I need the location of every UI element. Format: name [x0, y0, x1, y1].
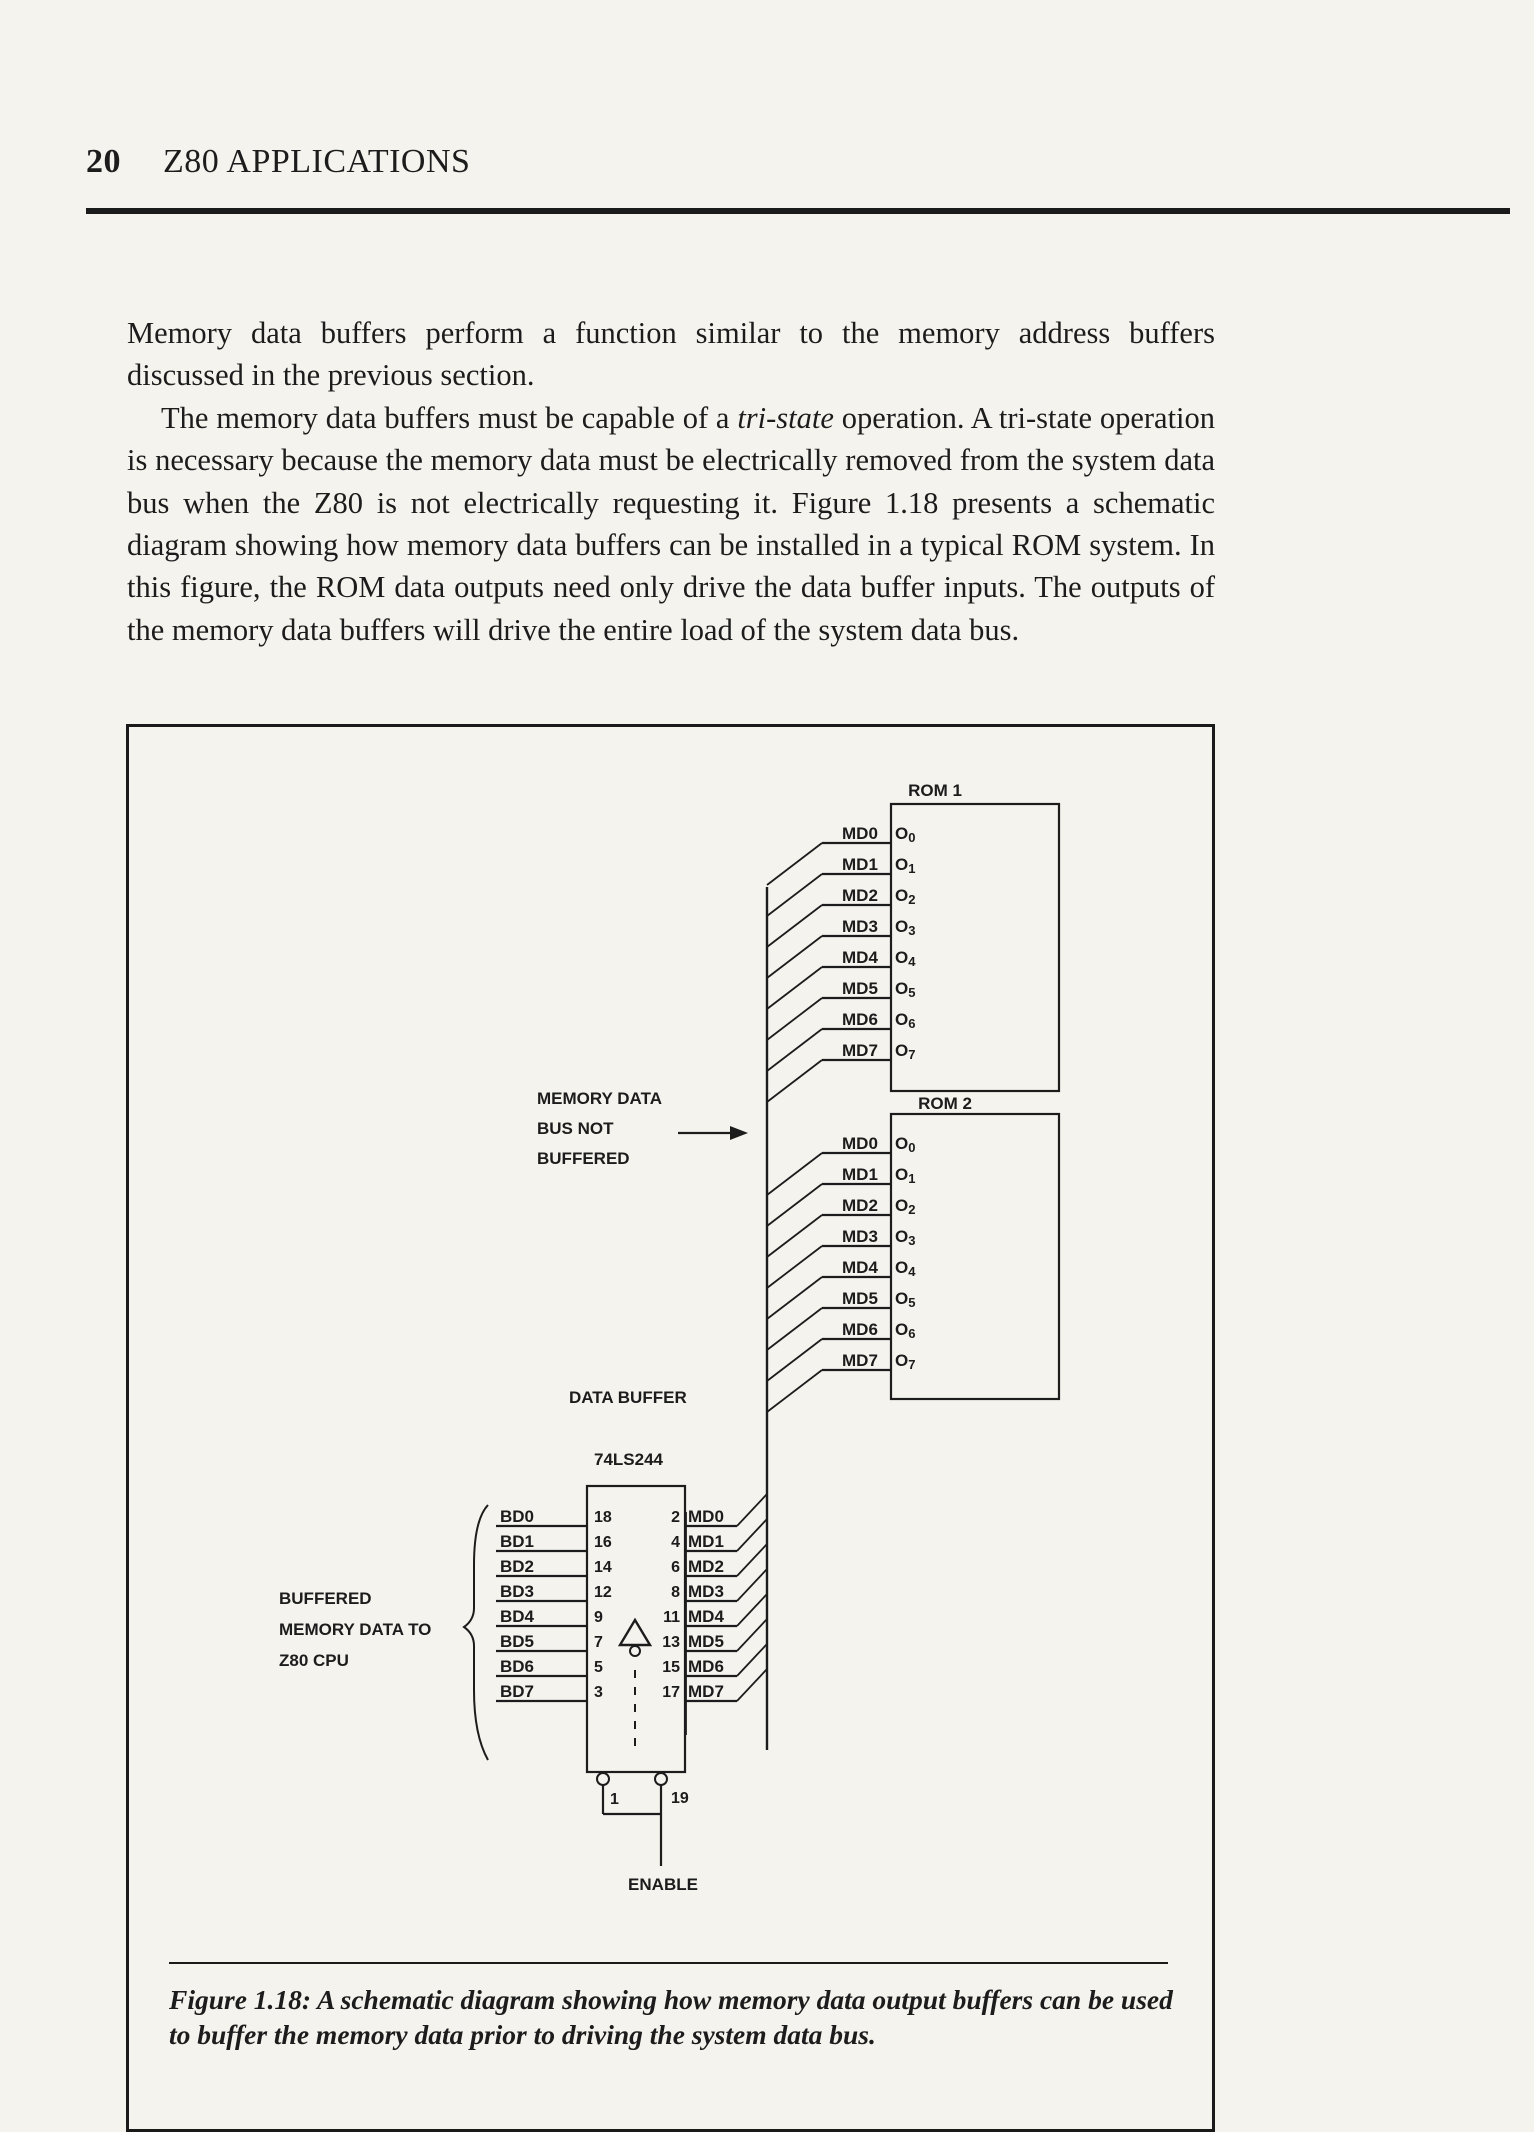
output-pin-2: 6: [671, 1559, 680, 1576]
buffer-bus-tap-5: [737, 1619, 767, 1651]
buffer-md-label-1: MD1: [688, 1532, 724, 1551]
input-pin-2: 14: [594, 1559, 612, 1576]
buffer-enable-bubble: [630, 1646, 640, 1656]
enable-pin1-bubble: [597, 1773, 609, 1785]
buffer-md-label-0: MD0: [688, 1507, 724, 1526]
rom1-bus-tap-5: [767, 998, 822, 1040]
rom2-bus-tap-2: [767, 1215, 822, 1257]
rom2-output-label-1: O1: [895, 1165, 916, 1186]
buffered-note-line-0: BUFFERED: [279, 1589, 372, 1608]
bus-note-line-1: BUS NOT: [537, 1119, 614, 1138]
enable-pin-1: 1: [610, 1791, 619, 1808]
paragraph-2-part-b: operation. A tri-state operation is necessary because the memory data must be electrically removed from the system data bus when the Z80 is not electrically requesting it. Figure 1.18 presents a schematic diagram showing how memory data buffers can be installed in a typical ROM system. In this figure, the ROM data outputs need only drive the data buffer inputs. The outputs of the memory data buffers will drive the entire load of the system data bus.: [127, 400, 1216, 647]
rom2-md-label-1: MD1: [842, 1165, 878, 1184]
paragraph-1: Memory data buffers perform a function similar to the memory address buffers discussed in the previous section.: [127, 316, 1215, 393]
buffer-bus-tap-4: [737, 1594, 767, 1626]
rom1-md-label-3: MD3: [842, 917, 878, 936]
bus-note-arrowhead: [730, 1126, 748, 1140]
page-number: 20: [86, 143, 121, 180]
bus-note-line-2: BUFFERED: [537, 1149, 630, 1168]
input-pin-1: 16: [594, 1534, 612, 1551]
rom1-bus-tap-0: [767, 843, 822, 885]
data-buffer-label: DATA BUFFER: [569, 1388, 687, 1407]
bd-label-1: BD1: [500, 1532, 535, 1551]
paragraph-2-emphasis: tri-state: [737, 400, 834, 435]
buffer-md-label-7: MD7: [688, 1682, 724, 1701]
rom1-md-label-6: MD6: [842, 1010, 878, 1029]
rom1-md-label-2: MD2: [842, 886, 878, 905]
rom2-bus-tap-6: [767, 1339, 822, 1381]
caption-rule: [169, 1962, 1168, 1964]
rom2-bus-tap-3: [767, 1246, 822, 1288]
rom2-chip: [891, 1114, 1059, 1399]
rom2-label: ROM 2: [918, 1094, 972, 1113]
chip-part-number: 74LS244: [594, 1450, 663, 1469]
rom2-output-label-2: O2: [895, 1196, 916, 1217]
bd-label-5: BD5: [500, 1632, 535, 1651]
output-pin-3: 8: [671, 1584, 680, 1601]
buffer-md-label-2: MD2: [688, 1557, 724, 1576]
rom2-output-label-6: O6: [895, 1320, 916, 1341]
caption-text: A schematic diagram showing how memory data output buffers can be used to buffer the memory data prior to driving the system data bus.: [169, 1984, 1173, 2050]
rom2-md-label-7: MD7: [842, 1351, 878, 1370]
rom1-md-label-5: MD5: [842, 979, 878, 998]
rom1-output-label-1: O1: [895, 855, 916, 876]
rom2-output-label-5: O5: [895, 1289, 916, 1310]
input-pin-6: 5: [594, 1659, 603, 1676]
rom2-md-label-4: MD4: [842, 1258, 878, 1277]
buffered-note-line-1: MEMORY DATA TO: [279, 1620, 432, 1639]
rom1-md-label-7: MD7: [842, 1041, 878, 1060]
rom1-label: ROM 1: [908, 781, 962, 800]
rom2-md-label-3: MD3: [842, 1227, 878, 1246]
rom1-bus-tap-2: [767, 905, 822, 947]
buffer-triangle-icon: [620, 1620, 650, 1645]
rom1-output-label-0: O0: [895, 824, 916, 845]
output-pin-0: 2: [671, 1509, 680, 1526]
output-pin-7: 17: [662, 1684, 680, 1701]
rom2-md-label-6: MD6: [842, 1320, 878, 1339]
rom1-bus-tap-4: [767, 967, 822, 1009]
rom2-output-label-4: O4: [895, 1258, 916, 1279]
rom1-bus-tap-6: [767, 1029, 822, 1071]
rom2-md-label-0: MD0: [842, 1134, 878, 1153]
buffer-bus-tap-1: [737, 1519, 767, 1551]
input-pin-3: 12: [594, 1584, 612, 1601]
output-pin-1: 4: [671, 1534, 680, 1551]
enable-pin19-bubble: [655, 1773, 667, 1785]
buffer-md-label-5: MD5: [688, 1632, 724, 1651]
rom2-bus-tap-5: [767, 1308, 822, 1350]
rom2-bus-tap-7: [767, 1370, 822, 1412]
bd-label-3: BD3: [500, 1582, 535, 1601]
buffer-bus-tap-3: [737, 1569, 767, 1601]
bd-label-2: BD2: [500, 1557, 535, 1576]
caption-lead: Figure 1.18:: [169, 1984, 312, 2015]
figure-caption: [169, 1982, 1179, 2052]
bd-label-7: BD7: [500, 1682, 535, 1701]
bd-bus-brace: [464, 1505, 488, 1760]
output-pin-6: 15: [662, 1659, 680, 1676]
rom1-output-label-5: O5: [895, 979, 916, 1000]
rom1-output-label-6: O6: [895, 1010, 916, 1031]
buffer-bus-tap-6: [737, 1644, 767, 1676]
buffer-bus-tap-2: [737, 1544, 767, 1576]
rom2-bus-tap-4: [767, 1277, 822, 1319]
running-title: Z80 APPLICATIONS: [163, 143, 471, 180]
rom1-output-label-3: O3: [895, 917, 916, 938]
rom1-output-label-7: O7: [895, 1041, 916, 1062]
rom1-bus-tap-3: [767, 936, 822, 978]
rom2-bus-tap-0: [767, 1153, 822, 1195]
buffer-md-label-6: MD6: [688, 1657, 724, 1676]
buffered-note-line-2: Z80 CPU: [279, 1651, 349, 1670]
rom2-md-label-2: MD2: [842, 1196, 878, 1215]
output-pin-4: 11: [663, 1609, 680, 1626]
enable-label: ENABLE: [628, 1875, 698, 1894]
rom1-output-label-2: O2: [895, 886, 916, 907]
buffer-chip: [587, 1486, 685, 1772]
bd-label-4: BD4: [500, 1607, 535, 1626]
buffer-md-label-4: MD4: [688, 1607, 724, 1626]
rom2-md-label-5: MD5: [842, 1289, 878, 1308]
buffer-md-label-3: MD3: [688, 1582, 724, 1601]
rom2-output-label-7: O7: [895, 1351, 916, 1372]
enable-pin-19: 19: [671, 1790, 689, 1807]
buffer-bus-tap-0: [737, 1494, 767, 1526]
rom2-output-label-3: O3: [895, 1227, 916, 1248]
bd-label-0: BD0: [500, 1507, 535, 1526]
rom1-md-label-1: MD1: [842, 855, 878, 874]
rom1-bus-tap-1: [767, 874, 822, 916]
output-pin-5: 13: [662, 1634, 680, 1651]
paragraph-2-part-a: The memory data buffers must be capable of a: [161, 400, 738, 435]
rom1-md-label-0: MD0: [842, 824, 878, 843]
rom1-chip: [891, 804, 1059, 1091]
bd-label-6: BD6: [500, 1657, 535, 1676]
input-pin-4: 9: [594, 1609, 603, 1626]
rom2-output-label-0: O0: [895, 1134, 916, 1155]
input-pin-7: 3: [594, 1684, 603, 1701]
rom1-md-label-4: MD4: [842, 948, 878, 967]
buffer-bus-tap-7: [737, 1669, 767, 1701]
rom2-bus-tap-1: [767, 1184, 822, 1226]
rom1-bus-tap-7: [767, 1060, 822, 1102]
input-pin-5: 7: [594, 1634, 603, 1651]
bus-note-line-0: MEMORY DATA: [537, 1089, 662, 1108]
input-pin-0: 18: [594, 1509, 612, 1526]
rom1-output-label-4: O4: [895, 948, 916, 969]
